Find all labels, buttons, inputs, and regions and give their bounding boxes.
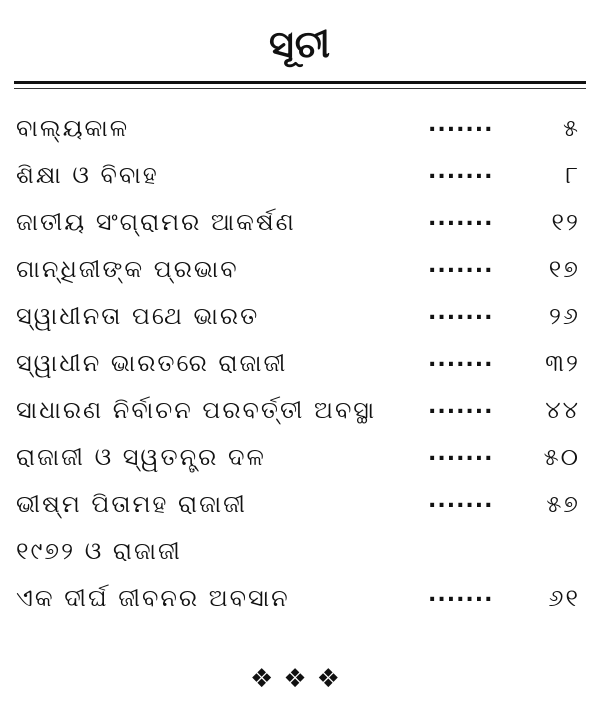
toc-entry-page: ୫୦ xyxy=(543,443,580,471)
table-of-contents xyxy=(0,108,600,625)
heading-divider-thick xyxy=(14,81,586,84)
toc-entry-page: ୩୨ xyxy=(545,349,580,377)
toc-entry xyxy=(0,437,600,484)
toc-entry-leader: ....... xyxy=(428,394,494,419)
toc-entry-page: ୪୪ xyxy=(545,396,580,424)
toc-entry-title: ରାଜାଜୀ ଓ ସ୍ୱତନ୍ତ୍ର ଦଳ xyxy=(16,443,266,471)
toc-entry-leader: ....... xyxy=(428,206,494,231)
toc-entry-leader: ....... xyxy=(428,159,494,184)
toc-entry xyxy=(0,484,600,531)
toc-entry-leader: ....... xyxy=(428,441,494,466)
heading-divider-thin xyxy=(14,88,586,89)
toc-entry-title: ଜାତୀୟ ସଂଗ୍ରାମର ଆକର୍ଷଣ xyxy=(16,208,296,236)
page-title: ସୂଚୀ xyxy=(268,22,332,66)
toc-entry-leader: ....... xyxy=(428,300,494,325)
toc-entry xyxy=(0,202,600,249)
toc-entry-leader: ....... xyxy=(428,253,494,278)
toc-entry-title: ସ୍ୱାଧୀନ ଭାରତରେ ରାଜାଜୀ xyxy=(16,349,288,377)
toc-entry-title: ଭୀଷ୍ମ ପିତାମହ ରାଜାଜୀ xyxy=(16,490,247,518)
toc-entry-page: ୨୬ xyxy=(548,302,580,330)
toc-entry xyxy=(0,531,600,578)
toc-entry-page: ୬୧ xyxy=(548,584,580,612)
toc-entry xyxy=(0,108,600,155)
toc-entry xyxy=(0,249,600,296)
toc-entry xyxy=(0,296,600,343)
toc-entry-leader: ....... xyxy=(428,582,494,607)
toc-entry-page: ୮ xyxy=(565,161,580,189)
toc-entry xyxy=(0,390,600,437)
toc-entry-page: ୧୭ xyxy=(548,255,580,283)
toc-entry-title: ସାଧାରଣ ନିର୍ବାଚନ ପରବର୍ତ୍ତୀ ଅବସ୍ଥା xyxy=(16,396,377,424)
toc-entry-title: ସ୍ୱାଧୀନତା ପଥେ ଭାରତ xyxy=(16,302,260,330)
toc-entry xyxy=(0,343,600,390)
toc-entry-title: ଗାନ୍ଧିଜୀଙ୍କ ପ୍ରଭାବ xyxy=(16,255,239,283)
toc-entry-page: ୫୭ xyxy=(546,490,580,518)
toc-entry xyxy=(0,155,600,202)
toc-entry-title: ବାଲ୍ୟକାଳ xyxy=(16,114,130,142)
toc-entry-title: ଏକ ଦୀର୍ଘ ଜୀବନର ଅବସାନ xyxy=(16,584,290,612)
ornament-divider-icon: ❖❖❖ xyxy=(250,664,350,694)
toc-entry-leader: ....... xyxy=(428,112,494,137)
toc-entry-leader: ....... xyxy=(428,488,494,513)
toc-entry-title: ଶିକ୍ଷା ଓ ବିବାହ xyxy=(16,161,159,189)
toc-entry-page: ୫ xyxy=(563,114,580,142)
toc-entry xyxy=(0,578,600,625)
toc-entry-title: ୧୯୭୨ ଓ ରାଜାଜୀ xyxy=(16,537,182,565)
toc-entry-leader: ....... xyxy=(428,347,494,372)
toc-entry-page: ୧୨ xyxy=(551,208,580,236)
